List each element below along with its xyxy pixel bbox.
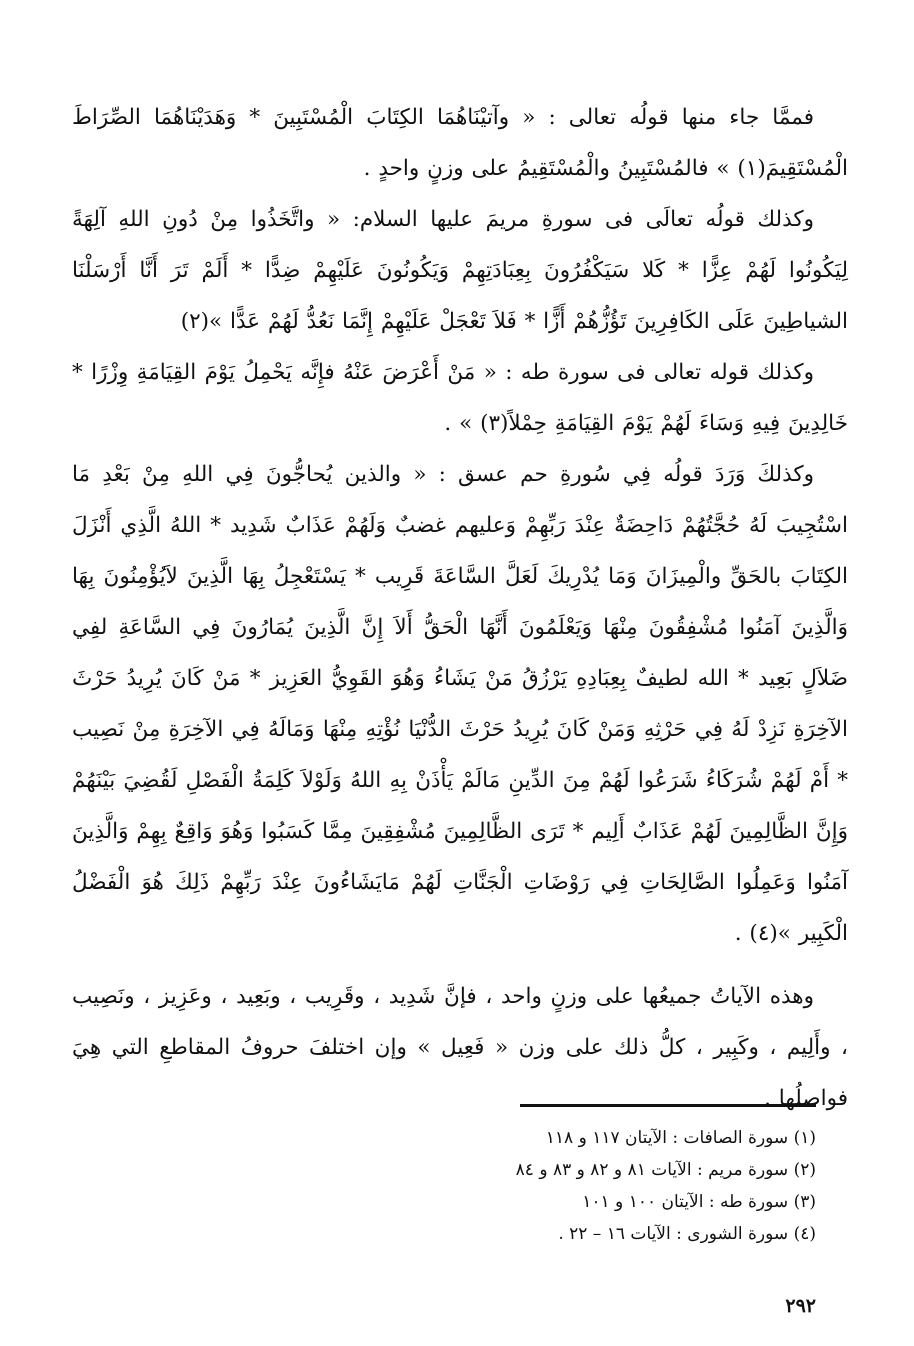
- paragraph-saffat: فممَّا جاء منها قولُه تعالى : « وآتيْنَاهُمَا الكِتَابَ الْمُسْتَبِينَ * وَهَدَيْنَاهُمَا الصِّرَاطَ الْمُسْتَقِيمَ(١) » فالمُسْتَبِينُ والْمُسْتَقِيمُ على وزنٍ واحدٍ .: [72, 105, 848, 181]
- footnote-4: (٤) سورة الشورى : الآيات ١٦ – ٢٢ .: [558, 1224, 816, 1244]
- paragraph-taha: وكذلك قوله تعالى فى سورة طه : « مَنْ أَعْرَضَ عَنْهُ فإِنَّه يَحْمِلُ يَوْمَ القِيَامَةِ وِزْرًا * خَالِدِينَ فِيهِ وَسَاءَ لَهُمْ يَوْمَ القِيَامَةِ حِمْلاً(٣) » .: [72, 360, 848, 436]
- footnote-separator: [520, 1104, 816, 1107]
- footnote-2: (٢) سورة مريم : الآيات ٨١ و ٨٢ و ٨٣ و ٨٤: [515, 1160, 816, 1180]
- paragraph-maryam: وكذلك قولُه تعالَى فى سورةِ مريمَ عليها السلام: « واتَّخَذُوا مِنْ دُونِ اللهِ آلِهَةً لِيَكُونُوا لَهُمْ عِزًّا * كَلا سَيَكْفُرُونَ بِعِبَادَتِهِمْ وَيَكُونُونَ عَلَيْهِمْ ضِدًّا * أَلَمْ تَرَ أَنَّا أَرْسَلْنَا الشياطِينَ عَلَى الكَافِرِينَ تَؤُزُّهُمْ أَزًّا * فَلاَ تَعْجَلْ عَلَيْهِمْ إِنَّمَا نَعُدُّ لَهُمْ عَدًّا »(٢): [72, 207, 848, 334]
- paragraph-conclusion: وهذه الآياتُ جميعُها على وزنٍ واحد ، فإنَّ شَدِيد ، وقَرِيب ، وبَعِيد ، وعَزِيز ، ونَصِيب ، وأَلِيم ، وكَبِير ، كلُّ ذلك على وزن « فَعِيل » وإن اختلفَ حروفُ المقاطعِ التي هِيَ فواصلُها .: [72, 984, 848, 1111]
- paragraph-shura: وكذلكَ وَرَدَ قولُه فِي سُورةِ حم عسق : « والذين يُحاجُّونَ فِي اللهِ مِنْ بَعْدِ مَا اسْتُجِيبَ لَهُ حُجَّتُهُمْ دَاحِضَةٌ عِنْدَ رَبِّهِمْ وَعليهم غضبٌ وَلَهُمْ عَذَابٌ شَدِيد * اللهُ الَّذِي أَنْزَلَ الكِتَابَ بالحَقِّ والْمِيزَانَ وَمَا يُدْرِيكَ لَعَلَّ السَّاعَةَ قَرِيب * يَسْتَعْجِلُ بِهَا الَّذِينَ لاَيُؤْمِنُونَ بِهَا وَالَّذِينَ آمَنُوا مُشْفِقُونَ مِنْهَا وَيَعْلَمُونَ أَنَّهَا الْحَقُّ أَلاَ إِنَّ الَّذِينَ يُمَارُونَ فِي السَّاعَةِ لفِي ضَلاَلٍ بَعِيد * الله لطيفٌ بِعِبَادِهِ يَرْزُقُ مَنْ يَشَاءُ وَهُوَ القَوِيُّ العَزِيز * مَنْ كَانَ يُرِيدُ حَرْثَ الآخِرَةِ نَزِدْ لَهُ فِي حَرْثِهِ وَمَنْ كَانَ يُرِيدُ حَرْثَ الدُّنْيَا نُؤْتِهِ مِنْهَا وَمَالَهُ فِي الآخِرَةِ مِنْ نَصِيب * أَمْ لَهُمْ شُرَكَاءُ شَرَعُوا لَهُمْ مِنَ الدِّينِ مَالَمْ يَأْذَنْ بِهِ اللهُ وَلَوْلاَ كَلِمَةُ الْفَصْلِ لَقُضِيَ بَيْنَهُمْ وَإِنَّ الظَّالِمِينَ لَهُمْ عَذَابٌ أَلِيم * تَرَى الظَّالِمِينَ مُشْفِقِينَ مِمَّا كَسَبُوا وَهُوَ وَاقِعٌ بِهِمْ وَالَّذِينَ آمَنُوا وَعَمِلُوا الصَّالِحَاتِ فِي رَوْضَاتِ الْجَنَّاتِ لَهُمْ مَايَشَاءُونَ عِنْدَ رَبِّهِمْ ذَلِكَ هُوَ الْفَضْلُ الْكَبِير »(٤) .: [72, 462, 848, 946]
- footnote-1: (١) سورة الصافات : الآيتان ١١٧ و ١١٨: [545, 1128, 816, 1148]
- page-number: ٢٩٢: [785, 1295, 816, 1317]
- footnote-3: (٣) سورة طه : الآيتان ١٠٠ و ١٠١: [582, 1192, 816, 1212]
- footnotes: [256, 1122, 816, 1250]
